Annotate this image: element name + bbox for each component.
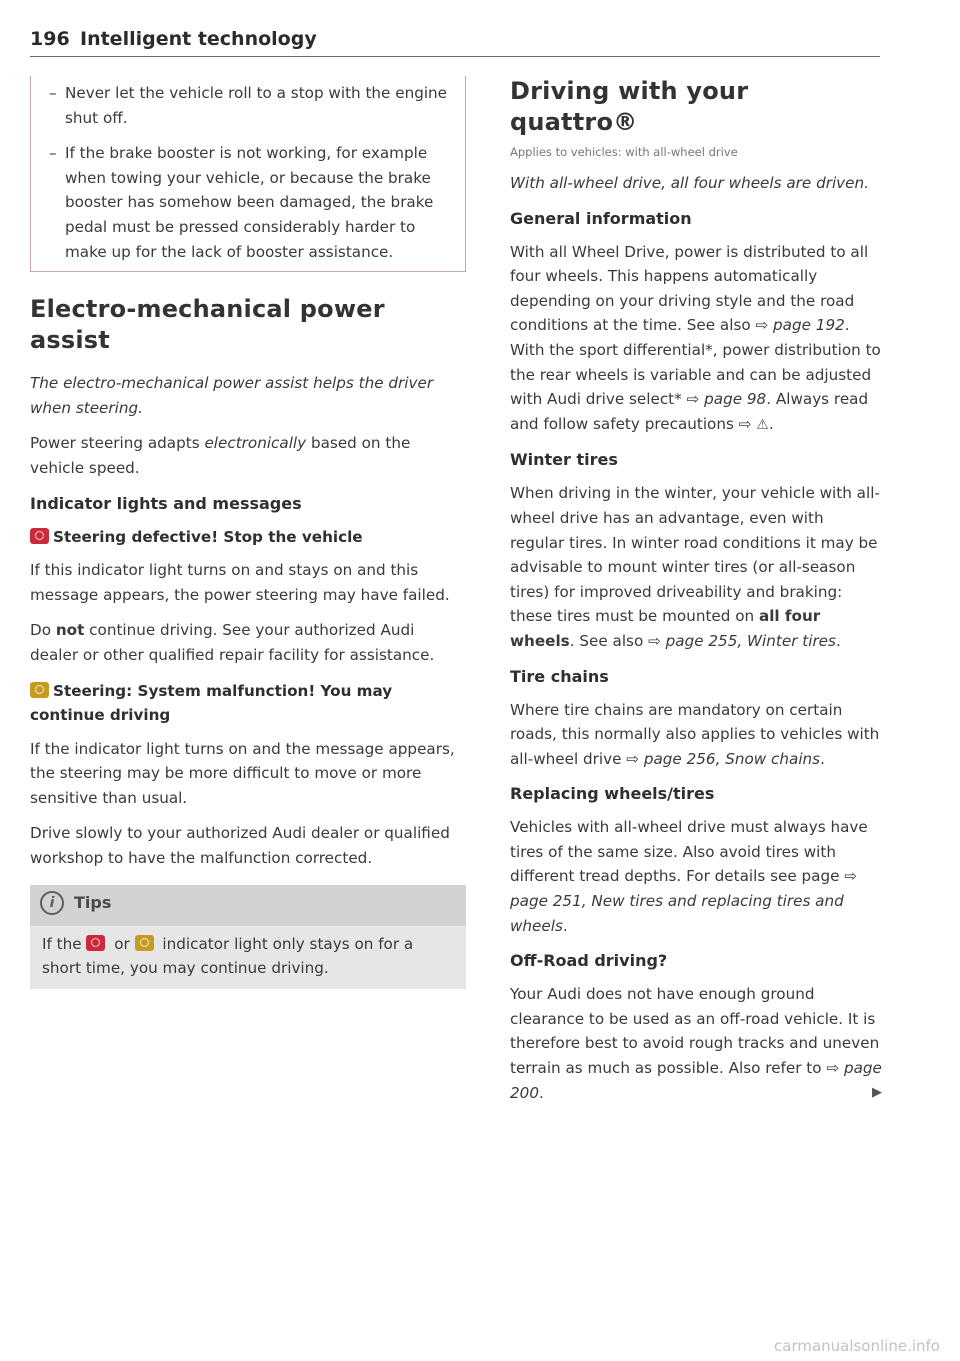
left-column [30,76,466,989]
paragraph: Power steering adapts electronically based on the vehicle speed. [30,434,411,477]
section-title-power-assist: Electro-mechanical power assist [30,295,385,355]
tips-header [30,885,466,926]
paragraph: Your Audi does not have enough ground clearance to be used as an off-road vehicle. It is therefore best to avoid rough tracks and uneven terrain as much as possible. Also refer to ⇨ page 200. ▶ [510,982,882,1105]
warning-box [30,76,466,272]
steering-warning-red-icon [30,528,49,544]
watermark: carmanualsonline.info [774,1337,940,1355]
message-heading-defective: Steering defective! Stop the vehicle [30,525,466,550]
paragraph: Drive slowly to your authorized Audi dealer or qualified workshop to have the malfunction corrected. [30,824,450,868]
section-title-quattro: Driving with your quattro® [510,77,749,136]
tips-box [30,885,466,989]
subheading-general-information: General information [510,208,692,228]
paragraph: When driving in the winter, your vehicle with all-wheel drive has an advantage, even with regular tires. In winter road conditions it may be advisable to mount winter tires (or all-season tires) for improved driveability and braking: these tires must be mounted on all four wheels. See also ⇨ page 255, Winter tires. [510,484,880,650]
paragraph: With all Wheel Drive, power is distributed to all four wheels. This happens automatically depending on your driving style and the road conditions at the time. See also ⇨ page 192. With the sport differential*, power distribution to the rear wheels is variable and can be adjusted with Audi drive select* ⇨ page 98. Always read and follow safety precautions ⇨ ⚠. [510,240,882,438]
chapter-title: Intelligent technology [80,28,317,50]
steering-warning-yellow-icon [30,682,49,698]
subheading-replacing-wheels: Replacing wheels/tires [510,784,715,804]
subheading-winter-tires: Winter tires [510,450,618,470]
subheading-tire-chains: Tire chains [510,666,609,686]
steering-warning-yellow-icon [135,935,154,951]
steering-warning-red-icon [86,935,105,951]
tips-title: Tips [74,892,112,912]
paragraph: Do not continue driving. See your authorized Audi dealer or other qualified repair facility for assistance. [30,621,435,664]
page-number: 196 [30,28,70,50]
warning-triangle-icon: ⚠ [756,416,769,433]
subheading-off-road: Off-Road driving? [510,951,668,971]
page-header [30,26,880,57]
message-heading-malfunction: Steering: System malfunction! You may continue driving [30,681,393,725]
warning-item: – Never let the vehicle roll to a stop with the engine shut off. [49,81,453,130]
paragraph: Where tire chains are mandatory on certain roads, this normally also applies to vehicles with all-wheel drive ⇨ page 256, Snow chains. [510,700,880,768]
section-intro: The electro-mechanical power assist helps the driver when steering. [30,374,434,417]
section-intro: With all-wheel drive, all four wheels are driven. [510,174,869,192]
paragraph: If this indicator light turns on and stays on and this message appears, the power steering may have failed. [30,561,450,604]
tips-body: If the or indicator light only stays on for a short time, you may continue driving. [42,934,414,978]
warning-item: – If the brake booster is not working, for example when towing your vehicle, or because the brake booster has somehow been damaged, the brake pedal must be pressed considerably harder to make up for the lack of booster assistance. [49,141,453,264]
right-column [510,76,882,1116]
continue-arrow-icon: ▶ [872,1084,882,1100]
paragraph: If the indicator light turns on and the message appears, the steering may be more difficult to move or more sensitive than usual. [30,739,455,807]
applies-note: Applies to vehicles: with all-wheel drive [510,145,738,159]
info-icon: i [40,891,64,915]
paragraph: Vehicles with all-wheel drive must always have tires of the same size. Also avoid tires with different tread depths. For details see page ⇨ page 251, New tires and replacing tires and wheels. [510,818,868,935]
subheading-indicator-lights: Indicator lights and messages [30,493,302,513]
